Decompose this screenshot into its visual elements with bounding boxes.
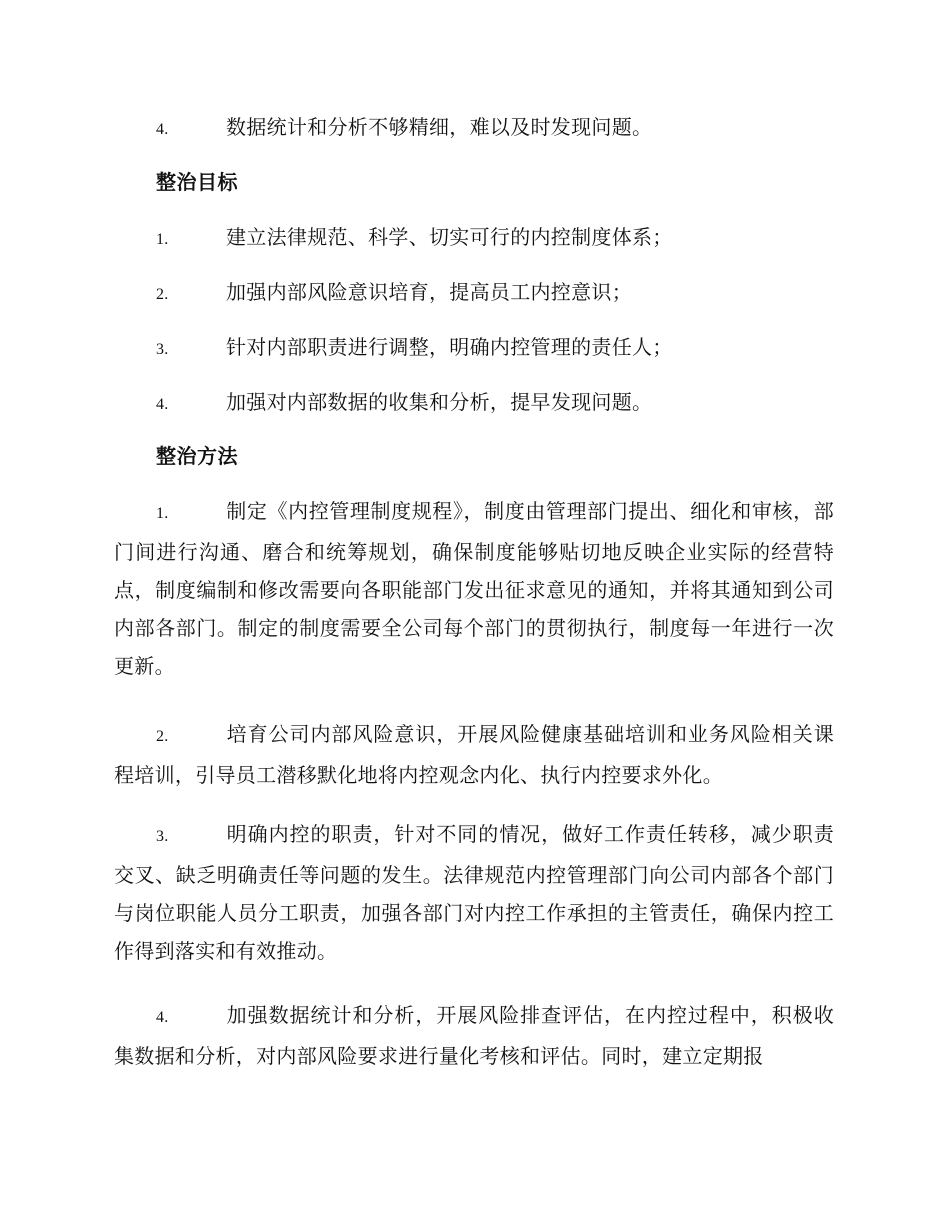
list-item-number: 1. xyxy=(156,231,169,248)
list-item-text: 制定《内控管理制度规程》，制度由管理部门提出、细化和审核，部门间进行沟通、磨合和统筹规划，确保制度能够贴切地反映企业实际的经营特点，制度编制和修改需要向各职能部门发出征求意见的通知，并将其通知到公司内部各部门。制定的制度需要全公司每个部门的贯彻执行，制度每一年进行一次更新。 xyxy=(114,499,834,678)
list-item-number: 2. xyxy=(156,286,169,303)
list-item xyxy=(114,108,834,149)
list-item xyxy=(114,492,834,685)
list-item-text: 针对内部职责进行调整，明确内控管理的责任人； xyxy=(226,335,673,359)
list-item xyxy=(114,273,834,314)
list-item-text: 加强数据统计和分析，开展风险排查评估，在内控过程中，积极收集数据和分析，对内部风险要求进行量化考核和评估。同时，建立定期报 xyxy=(114,1003,834,1068)
list-item xyxy=(114,328,834,369)
list-item-text: 加强对内部数据的收集和分析，提早发现问题。 xyxy=(226,390,653,414)
list-item-number: 4. xyxy=(156,1009,169,1026)
list-item-text: 培育公司内部风险意识，开展风险健康基础培训和业务风险相关课程培训，引导员工潜移默化地将内控观念内化、执行内控要求外化。 xyxy=(114,722,834,787)
section-heading-methods: 整治方法 xyxy=(156,444,238,468)
list-item-number: 2. xyxy=(156,728,169,745)
list-item xyxy=(114,383,834,424)
list-item xyxy=(114,815,834,970)
list-item xyxy=(114,218,834,259)
list-item-number: 4. xyxy=(156,121,169,138)
section-heading-goals: 整治目标 xyxy=(156,170,238,194)
list-item-number: 3. xyxy=(156,828,169,845)
list-item-text: 数据统计和分析不够精细，难以及时发现问题。 xyxy=(226,115,653,139)
list-item-number: 1. xyxy=(156,505,169,522)
list-item-text: 明确内控的职责，针对不同的情况，做好工作责任转移，减少职责交叉、缺乏明确责任等问题的发生。法律规范内控管理部门向公司内部各个部门与岗位职能人员分工职责，加强各部门对内控工作承担的主管责任，确保内控工作得到落实和有效推动。 xyxy=(114,822,834,963)
list-item xyxy=(114,996,834,1075)
list-item-number: 4. xyxy=(156,396,169,413)
list-item-text: 建立法律规范、科学、切实可行的内控制度体系； xyxy=(226,225,673,249)
list-item-text: 加强内部风险意识培育，提高员工内控意识； xyxy=(226,280,632,304)
list-item-number: 3. xyxy=(156,341,169,358)
list-item xyxy=(114,715,834,794)
